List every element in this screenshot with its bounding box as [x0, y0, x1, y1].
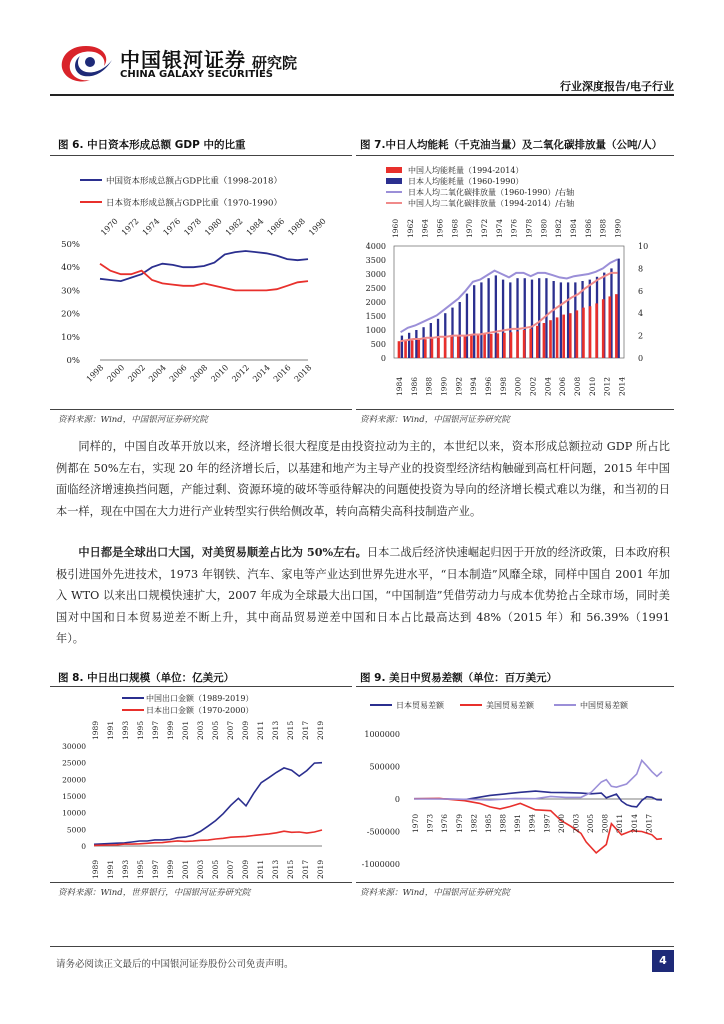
fig7-bar-china-energy	[404, 341, 407, 358]
fig7-top-tick-label: 1982	[554, 218, 564, 238]
fig7-bottom-tick-label: 2012	[602, 376, 612, 396]
fig8-top-tick-label: 2017	[301, 720, 310, 740]
fig7-y-left-tick-label: 3500	[365, 256, 386, 265]
fig7-bar-china-energy	[516, 331, 519, 358]
fig7-bar-china-energy	[556, 317, 559, 358]
fig7-bar-japan-energy	[408, 333, 410, 358]
fig7-y-left-tick-label: 1500	[365, 312, 386, 321]
fig7-bar-china-energy	[595, 303, 598, 358]
fig9-x-tick-label: 1970	[411, 813, 420, 833]
fig8-bottom-tick-label: 2005	[211, 859, 220, 879]
fig7-y-left-tick-label: 500	[370, 340, 386, 349]
department-name: 研究院	[252, 54, 298, 72]
fig7-legend-label-0: 中国人均能耗量（1994-2014）	[408, 166, 524, 175]
report-category: 行业深度报告/电子行业	[559, 80, 674, 93]
fig7-bottom-tick-label: 2010	[587, 376, 597, 396]
fig7-bottom-tick-label: 1990	[439, 376, 449, 396]
fig7-bar-china-energy	[450, 337, 453, 358]
fig8-y-tick-label: 25000	[62, 758, 86, 768]
fig7-legend-swatch-1	[386, 178, 402, 184]
fig8-bottom-tick-label: 1993	[121, 859, 130, 879]
fig7-bar-japan-energy	[487, 278, 489, 358]
fig6-legend-label-1: 日本资本形成总额占GDP比重（1970-1990）	[106, 198, 282, 209]
fig9-legend-label-2: 中国贸易差额	[580, 701, 628, 710]
fig6-source: 资料来源：Wind，中国银河证券研究院	[58, 415, 208, 425]
fig6-bottom-tick-label: 2014	[251, 363, 272, 384]
fig7-chart	[356, 158, 674, 408]
fig6-series-line-0	[100, 251, 308, 281]
fig7-top-tick-label: 1988	[598, 218, 608, 238]
fig9-x-tick-label: 1991	[513, 813, 523, 833]
fig7-bar-japan-energy	[552, 281, 554, 358]
fig7-y-right-tick-label: 10	[638, 242, 649, 251]
company-name-en: CHINA GALAXY SECURITIES	[120, 69, 273, 80]
fig7-y-left-tick-label: 1000	[365, 326, 386, 335]
fig7-bar-china-energy	[589, 306, 592, 358]
fig7-bar-china-energy	[444, 337, 447, 358]
fig7-top-tick-label: 1976	[509, 218, 519, 238]
fig6-top-tick-label: 1982	[223, 216, 245, 238]
fig6-top-tick-label: 1986	[265, 216, 287, 238]
fig7-y-left-tick-label: 2000	[365, 298, 386, 307]
fig6-source-rule	[50, 409, 352, 410]
fig8-chart	[50, 688, 352, 881]
fig6-y-tick-label: 50%	[61, 240, 80, 250]
fig7-bottom-tick-label: 2000	[513, 376, 523, 396]
fig6-top-tick-label: 1990	[307, 216, 328, 238]
fig6-y-tick-label: 20%	[61, 309, 80, 320]
fig9-y-tick-label: 0	[394, 795, 400, 804]
fig7-bar-china-energy	[483, 334, 486, 358]
fig8-source: 资料来源：Wind，世界银行，中国银河证券研究院	[58, 888, 251, 898]
fig8-top-tick-label: 2011	[256, 720, 265, 740]
fig7-bar-japan-energy	[473, 285, 475, 358]
fig8-top-tick-label: 2007	[226, 720, 235, 740]
fig6-title: 图 6. 中日资本形成总额 GDP 中的比重	[58, 139, 246, 151]
fig6-y-tick-label: 10%	[61, 332, 80, 343]
fig7-y-right-tick-label: 0	[638, 354, 644, 363]
paragraph-export-text	[56, 542, 670, 650]
fig7-bottom-tick-label: 1986	[409, 376, 419, 396]
fig7-y-left-tick-label: 4000	[365, 242, 386, 251]
fig7-legend-label-1: 日本人均能耗量（1960-1990）	[408, 177, 524, 186]
fig8-bottom-tick-label: 2009	[241, 859, 250, 879]
fig8-bottom-tick-label: 2019	[316, 859, 325, 879]
fig7-bar-china-energy	[562, 315, 565, 358]
company-name-cn: 中国银河证券	[120, 48, 246, 72]
fig7-bottom-tick-label: 1984	[395, 376, 404, 396]
fig8-y-tick-label: 10000	[62, 808, 86, 818]
fig8-top-tick-label: 1999	[166, 720, 175, 740]
galaxy-logo-icon	[56, 42, 116, 86]
fig7-bar-china-energy	[490, 334, 493, 358]
fig7-bottom-tick-label: 1994	[469, 376, 479, 396]
fig7-title: 图 7.中日人均能耗（千克油当量）及二氧化碳排放量（公吨/人）	[360, 139, 663, 151]
fig6-top-tick-label: 1976	[161, 216, 183, 238]
fig6-top-tick-label: 1988	[286, 216, 308, 238]
fig8-bottom-tick-label: 2001	[181, 859, 190, 879]
fig9-y-tick-label: -1000000	[361, 860, 400, 869]
fig6-bottom-tick-label: 2006	[167, 363, 189, 384]
fig9-title-rule	[356, 686, 674, 687]
fig7-line-china-co2	[400, 273, 617, 341]
fig7-top-tick-label: 1974	[494, 218, 504, 238]
fig7-y-right-tick-label: 8	[638, 264, 644, 274]
fig9-x-tick-label: 1985	[483, 813, 493, 833]
fig9-x-tick-label: 1976	[440, 813, 450, 833]
fig7-bar-china-energy	[529, 329, 532, 358]
paragraph-investment	[56, 436, 670, 522]
fig7-top-tick-label: 1964	[420, 218, 430, 238]
fig7-bar-china-energy	[523, 330, 526, 358]
fig9-x-tick-label: 2005	[586, 813, 596, 833]
fig7-bar-china-energy	[477, 334, 480, 358]
fig8-bottom-tick-label: 1997	[151, 859, 160, 879]
fig7-bar-china-energy	[437, 338, 440, 358]
fig7-bar-china-energy	[496, 333, 499, 358]
fig7-bar-china-energy	[569, 313, 572, 358]
fig8-bottom-tick-label: 2015	[286, 859, 295, 879]
fig6-bottom-tick-label: 2018	[292, 363, 314, 384]
fig7-source: 资料来源：Wind，中国银河证券研究院	[360, 415, 510, 425]
fig7-bar-china-energy	[608, 296, 611, 358]
fig7-bar-japan-energy	[415, 330, 417, 358]
fig6-title-rule	[50, 155, 352, 156]
fig7-y-right-tick-label: 4	[638, 309, 644, 319]
fig7-bottom-tick-label: 2006	[558, 376, 568, 396]
fig9-series-line-2	[414, 760, 662, 800]
footer-rule	[50, 946, 674, 947]
fig7-top-tick-label: 1990	[613, 218, 623, 238]
fig7-bar-china-energy	[536, 326, 539, 358]
fig7-top-tick-label: 1978	[524, 218, 534, 238]
fig7-bar-china-energy	[411, 340, 414, 358]
company-logo	[56, 42, 116, 86]
fig6-bottom-tick-label: 2008	[188, 363, 210, 384]
fig7-bar-china-energy	[549, 320, 552, 358]
fig9-x-tick-label: 2017	[644, 813, 654, 833]
fig6-top-tick-label: 1984	[244, 216, 266, 238]
fig7-bar-china-energy	[543, 323, 546, 358]
fig8-y-tick-label: 15000	[62, 792, 86, 801]
fig8-top-tick-label: 2003	[196, 720, 205, 740]
fig6-legend-label-0: 中国资本形成总额占GDP比重（1998-2018）	[106, 176, 282, 187]
fig7-bottom-tick-label: 1988	[424, 376, 434, 396]
fig8-legend-label-1: 日本出口金额（1970-2000）	[146, 706, 254, 715]
fig7-title-rule	[356, 155, 674, 156]
fig8-source-rule	[50, 882, 352, 883]
fig8-top-tick-label: 1995	[136, 720, 145, 740]
fig7-bar-japan-energy	[567, 282, 569, 358]
fig6-bottom-tick-label: 2002	[126, 363, 148, 384]
fig7-bottom-tick-label: 1996	[484, 376, 494, 396]
fig7-bottom-tick-label: 2002	[528, 376, 538, 396]
footer-disclaimer: 请务必阅读正文最后的中国银河证券股份公司免责声明。	[56, 959, 294, 970]
fig7-top-tick-label: 1970	[465, 218, 475, 238]
fig9-x-tick-label: 1982	[469, 813, 479, 833]
fig8-top-tick-label: 1997	[151, 720, 160, 740]
fig8-title: 图 8. 中日出口规模（单位：亿美元）	[58, 672, 235, 684]
fig7-top-tick-label: 1962	[405, 218, 415, 238]
fig8-top-tick-label: 2005	[211, 720, 220, 740]
fig6-bottom-tick-label: 2000	[105, 363, 127, 384]
fig6-bottom-tick-label: 2012	[230, 363, 252, 384]
fig7-y-left-tick-label: 2500	[365, 284, 386, 293]
fig7-bottom-tick-label: 1992	[454, 376, 464, 396]
fig8-bottom-tick-label: 2011	[256, 859, 265, 879]
fig8-bottom-tick-label: 1989	[91, 859, 100, 879]
fig9-x-tick-label: 2003	[571, 813, 581, 833]
fig9-source-rule	[356, 882, 674, 883]
fig8-top-tick-label: 1993	[121, 720, 130, 740]
fig9-x-tick-label: 1988	[498, 813, 508, 833]
fig7-bar-china-energy	[576, 310, 579, 358]
paragraph-export	[56, 542, 670, 650]
fig8-y-tick-label: 0	[81, 842, 86, 851]
fig6-y-tick-label: 30%	[61, 286, 80, 297]
fig6-top-tick-label: 1980	[203, 216, 224, 238]
fig7-bar-china-energy	[470, 335, 473, 358]
fig9-y-tick-label: -500000	[366, 827, 400, 837]
fig7-top-tick-label: 1968	[450, 218, 460, 238]
fig7-bottom-tick-label: 2014	[617, 376, 627, 396]
fig8-bottom-tick-label: 2007	[226, 859, 235, 879]
fig8-y-tick-label: 30000	[62, 742, 86, 751]
fig8-bottom-tick-label: 2003	[196, 859, 205, 879]
fig9-x-tick-label: 2000	[556, 813, 566, 833]
paragraph-export-body: 日本二战后经济快速崛起归因于开放的经济政策，日本政府积极引进国外先进技术，1973 年钢铁、汽车、家电等产业达到世界先进水平，“日本制造”风靡全球，同样中国自 2001 年加入 WTO 以来出口规模快速扩大，2007 年成为全球最大出口国，“中国制造”凭借劳动力与成本优势抢占全球市场，同时美国对中国和日本贸易逆差不断上升，其中商品贸易逆差中国和日本占比最高达到 48%（2015 年）和 56.39%（1991 年）。	[56, 546, 670, 646]
fig7-bottom-tick-label: 1998	[498, 376, 508, 396]
fig7-y-left-tick-label: 3000	[365, 270, 386, 279]
fig9-legend-label-1: 美国贸易差额	[486, 701, 534, 710]
fig7-y-left-tick-label: 0	[380, 354, 386, 363]
fig6-top-tick-label: 1978	[182, 216, 204, 238]
fig7-bar-japan-energy	[480, 282, 482, 358]
fig7-top-tick-label: 1986	[583, 218, 593, 238]
paragraph-investment-text: 同样的，中国自改革开放以来，经济增长很大程度是由投资拉动为主的，本世纪以来，资本形成总额拉动 GDP 所占比例都在 50%左右，实现 20 年的经济增长后，以基建和地产为主导产业的投资型经济结构触碰到高杠杆问题，2015 年中国面临经济增速换挡问题，产能过剩、资源环境的破坏等亟待解决的问题使投资为导向的经济增长模式难以为继，和当初的日本一样，现在中国在大力进行产业转型实行供给侧改革，转向高精尖高科技制造产业。	[56, 440, 670, 518]
fig9-x-tick-label: 1979	[454, 813, 464, 833]
fig8-bottom-tick-label: 2017	[301, 859, 310, 879]
fig6-bottom-tick-label: 2010	[209, 363, 231, 384]
fig7-bar-china-energy	[457, 336, 460, 358]
fig6-y-tick-label: 40%	[61, 263, 80, 274]
fig7-bar-japan-energy	[618, 259, 620, 358]
fig9-x-tick-label: 2008	[600, 813, 610, 833]
fig7-bar-japan-energy	[545, 278, 547, 358]
fig9-y-tick-label: 1000000	[364, 730, 400, 739]
fig7-top-tick-label: 1966	[435, 218, 445, 238]
fig8-bottom-tick-label: 1995	[136, 859, 145, 879]
fig7-bar-china-energy	[510, 332, 513, 358]
fig6-bottom-tick-label: 2016	[271, 363, 293, 384]
fig6-top-tick-label: 1972	[119, 216, 141, 238]
fig7-bar-china-energy	[602, 299, 605, 358]
fig6-y-tick-label: 0%	[66, 356, 80, 366]
fig9-legend-label-0: 日本贸易差额	[396, 701, 444, 710]
fig8-bottom-tick-label: 1999	[166, 859, 175, 879]
fig7-bar-japan-energy	[401, 336, 403, 358]
fig9-x-tick-label: 1973	[425, 813, 435, 833]
fig7-bar-china-energy	[424, 339, 427, 358]
fig7-bottom-tick-label: 2008	[573, 376, 583, 396]
fig6-bottom-tick-label: 2004	[147, 363, 168, 384]
fig8-top-tick-label: 1991	[106, 720, 115, 740]
header-rule	[50, 94, 674, 96]
fig8-y-tick-label: 5000	[66, 825, 86, 835]
fig7-bar-china-energy	[431, 338, 434, 358]
fig9-chart	[356, 688, 674, 881]
fig9-series-line-1	[414, 798, 662, 853]
paragraph-export-lead: 中日都是全球出口大国，对美贸易顺差占比为 50%左右。	[78, 545, 367, 559]
fig7-bar-china-energy	[464, 336, 467, 358]
fig7-y-right-tick-label: 2	[638, 331, 644, 341]
fig7-legend-label-2: 日本人均二氧化碳排放量（1960-1990）/右轴	[408, 188, 575, 197]
fig8-top-tick-label: 1989	[91, 720, 100, 740]
fig7-line-japan-co2	[401, 259, 618, 332]
fig7-bar-china-energy	[582, 308, 585, 358]
fig7-bar-china-energy	[615, 294, 618, 358]
fig7-top-tick-label: 1980	[539, 218, 549, 238]
fig8-y-tick-label: 20000	[62, 775, 86, 785]
fig9-x-tick-label: 1997	[542, 813, 552, 833]
fig9-title: 图 9. 美日中贸易差额（单位：百万美元）	[360, 672, 558, 684]
fig8-bottom-tick-label: 2013	[271, 859, 280, 879]
fig9-x-tick-label: 2014	[629, 813, 639, 833]
fig9-y-tick-label: 500000	[369, 762, 400, 772]
fig7-bar-china-energy	[417, 340, 420, 358]
fig7-y-right-tick-label: 6	[638, 286, 644, 296]
fig7-legend-label-3: 中国人均二氧化碳排放量（1994-2014）/右轴	[408, 199, 575, 208]
fig8-top-tick-label: 2001	[181, 720, 190, 740]
fig8-top-tick-label: 2013	[271, 720, 280, 740]
fig9-x-tick-label: 1994	[527, 813, 537, 833]
fig7-top-tick-label: 1960	[391, 218, 400, 238]
page-number: 4	[652, 950, 674, 972]
fig6-chart	[50, 158, 352, 408]
fig6-top-tick-label: 1970	[99, 216, 120, 238]
fig7-bar-japan-energy	[560, 282, 562, 358]
fig8-bottom-tick-label: 1991	[106, 859, 115, 879]
fig9-source: 资料来源：Wind，中国银河证券研究院	[360, 888, 510, 898]
fig7-source-rule	[356, 409, 674, 410]
fig8-legend-label-0: 中国出口金额（1989-2019）	[146, 694, 254, 703]
fig7-top-tick-label: 1984	[569, 218, 579, 238]
fig7-bar-china-energy	[503, 333, 506, 358]
fig6-top-tick-label: 1974	[140, 216, 162, 238]
fig7-legend-swatch-0	[386, 167, 402, 173]
fig7-top-tick-label: 1972	[480, 218, 490, 238]
fig8-top-tick-label: 2009	[241, 720, 250, 740]
fig7-bar-china-energy	[398, 341, 401, 358]
fig8-top-tick-label: 2019	[316, 720, 325, 740]
fig9-x-tick-label: 2011	[615, 813, 625, 833]
fig8-top-tick-label: 2015	[286, 720, 295, 740]
fig7-bottom-tick-label: 2004	[543, 376, 553, 396]
fig8-title-rule	[50, 686, 352, 687]
fig6-bottom-tick-label: 1998	[84, 363, 106, 384]
